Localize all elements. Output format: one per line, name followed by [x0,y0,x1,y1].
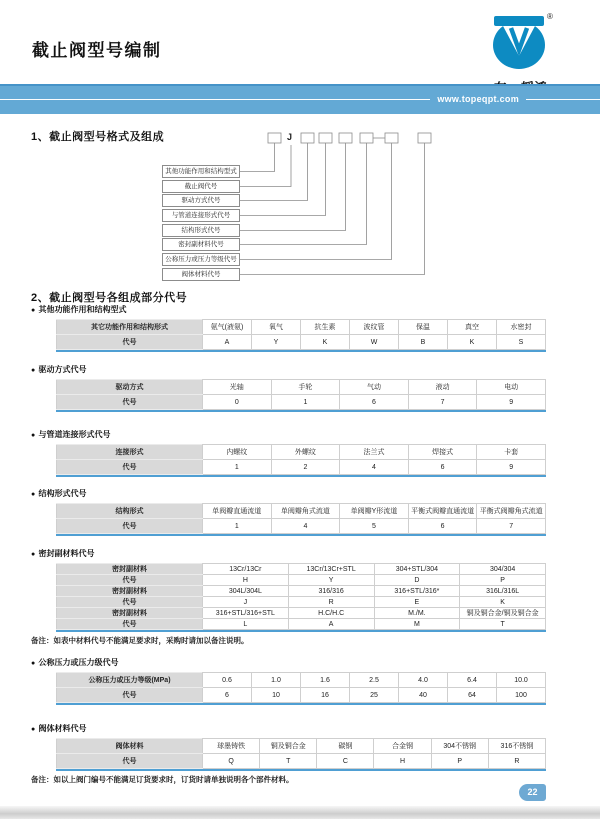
row-header-cell: 代号 [57,688,203,703]
value-cell: 真空 [448,320,497,335]
company-logo-icon [481,8,561,72]
value-cell: 1 [203,519,272,534]
table-row [57,504,546,519]
value-cell: J [203,597,289,608]
value-cell: D [374,575,460,586]
value-cell: A [203,335,252,350]
value-cell: A [288,619,374,630]
value-cell: 40 [399,688,448,703]
page-number-badge: 22 [519,784,546,801]
value-cell: 1 [271,395,340,410]
connection-section [31,429,576,477]
table-row [57,320,546,335]
row-header-cell: 其它功能作用和结构形式 [57,320,203,335]
value-cell: 9 [477,460,546,475]
value-cell: 液动 [408,380,477,395]
bullet-icon: ● [31,660,36,667]
connector-line [240,143,346,231]
value-cell: 卡套 [477,445,546,460]
format-box [360,133,373,143]
value-cell: 13Cr/13Cr+STL [288,564,374,575]
pressure-title [31,657,576,668]
row-header-cell: 代号 [57,395,203,410]
diagram-label-body-material: 阀体材料代号 [162,268,240,281]
page-bottom-edge [0,806,600,819]
table-row [57,564,546,575]
value-cell: 1.0 [252,673,301,688]
value-cell: 2 [271,460,340,475]
table-row [57,575,546,586]
value-cell: 316/316 [288,586,374,597]
value-cell: 4 [271,519,340,534]
value-cell: 10 [252,688,301,703]
value-cell: 光轴 [203,380,272,395]
row-header-cell: 代号 [57,335,203,350]
value-cell: T [260,754,317,769]
value-cell: 氧气 [252,320,301,335]
value-cell: 单阀瓣直通流道 [203,504,272,519]
seal-material-title [31,548,576,559]
value-cell: 316不锈钢 [488,739,545,754]
value-cell: 合金钢 [374,739,431,754]
value-cell: R [488,754,545,769]
connection-table [56,444,546,475]
value-cell: L [203,619,289,630]
row-header-cell: 代号 [57,460,203,475]
format-box [268,133,281,143]
value-cell: 焊接式 [408,445,477,460]
value-cell: 6 [340,395,409,410]
row-header-cell: 密封副材料 [57,608,203,619]
value-cell: 304/304 [460,564,546,575]
drive-mode-table-wrap [56,379,546,412]
value-cell: H [203,575,289,586]
value-cell: 铜及铜合金 [260,739,317,754]
bullet-icon: ● [31,367,36,374]
table-row [57,445,546,460]
row-header-cell: 代号 [57,597,203,608]
table-row [57,335,546,350]
bullet-label: 结构形式代号 [38,489,87,498]
pressure-section [31,657,576,705]
structure-title [31,488,576,499]
value-cell: R [288,597,374,608]
diagram-label-other-function: 其他功能作用和结构型式 [162,165,240,178]
row-header-cell: 密封副材料 [57,564,203,575]
value-cell: 气动 [340,380,409,395]
table-row [57,586,546,597]
value-cell: 6 [203,688,252,703]
connector-line [240,145,291,187]
value-cell: 外螺纹 [271,445,340,460]
value-cell: 4 [340,460,409,475]
value-cell: 1 [203,460,272,475]
table-row [57,739,546,754]
diagram-label-connection: 与管道连接形式代号 [162,209,240,222]
value-cell: T [460,619,546,630]
table-row [57,608,546,619]
diagram-label-drive-mode: 驱动方式代号 [162,194,240,207]
format-box [339,133,352,143]
row-header-cell: 结构形式 [57,504,203,519]
bullet-icon: ● [31,307,36,314]
row-header-cell: 代号 [57,575,203,586]
value-cell: 内螺纹 [203,445,272,460]
row-header-cell: 代号 [57,519,203,534]
value-cell: 抗生素 [301,320,350,335]
value-cell: 304L/304L [203,586,289,597]
value-cell: 5 [340,519,409,534]
format-box [301,133,314,143]
bullet-label: 密封副材料代号 [38,549,95,558]
section2-heading: 2、截止阀型号各组成部分代号 [31,292,188,304]
value-cell: 25 [350,688,399,703]
structure-section [31,488,576,536]
row-header-cell: 密封副材料 [57,586,203,597]
value-cell: 保温 [399,320,448,335]
value-cell: 单阀瓣Y形流道 [340,504,409,519]
value-cell: 4.0 [399,673,448,688]
bullet-icon: ● [31,726,36,733]
value-cell: 6 [408,460,477,475]
value-cell: M./M. [374,608,460,619]
seal-material-section [31,548,576,646]
table-row [57,597,546,608]
value-cell: 1.6 [301,673,350,688]
value-cell: Y [252,335,301,350]
bullet-label: 公称压力或压力级代号 [38,658,119,667]
other-function-title [31,304,576,315]
website-url: www.topeqpt.com [430,94,526,105]
table-row [57,673,546,688]
table-row [57,380,546,395]
bullet-icon: ● [31,432,36,439]
format-box [418,133,431,143]
connector-lines [240,138,425,275]
value-cell: 法兰式 [340,445,409,460]
value-cell: K [460,597,546,608]
bullet-label: 阀体材料代号 [38,724,87,733]
value-cell: 304不锈钢 [431,739,488,754]
other-function-table-wrap [56,319,546,352]
company-logo [481,8,561,96]
value-cell: H [374,754,431,769]
bullet-icon: ● [31,491,36,498]
value-cell: 铜及铜合金/铜及铜合金 [460,608,546,619]
connector-line [240,143,275,172]
table-row [57,519,546,534]
row-header-cell: 阀体材料 [57,739,203,754]
drive-mode-title [31,364,576,375]
value-cell: S [497,335,546,350]
table-row [57,460,546,475]
format-boxes [268,133,431,143]
seal-material-table [56,563,546,630]
diagram-label-seal-material: 密封副材料代号 [162,238,240,251]
format-box [319,133,332,143]
body-material-section [31,723,576,785]
bullet-label: 与管道连接形式代号 [38,430,111,439]
value-cell: 100 [497,688,546,703]
value-cell: 316L/316L [460,586,546,597]
other-function-table [56,319,546,350]
value-cell: K [301,335,350,350]
value-cell: P [460,575,546,586]
value-cell: 水密封 [497,320,546,335]
value-cell: 0 [203,395,272,410]
value-cell: 9 [477,395,546,410]
body-material-table-wrap [56,738,546,771]
value-cell: 平衡式阀瓣直通流道 [408,504,477,519]
bullet-label: 其他功能作用和结构型式 [38,305,127,314]
value-cell: 碳钢 [317,739,374,754]
structure-table [56,503,546,534]
table-row [57,395,546,410]
row-header-cell: 代号 [57,754,203,769]
value-cell: C [317,754,374,769]
value-cell: 64 [448,688,497,703]
value-cell: W [350,335,399,350]
diagram-label-valve-code: 截止阀代号 [162,180,240,193]
value-cell: 球墨铸铁 [203,739,260,754]
table-row [57,688,546,703]
connector-line [240,143,326,216]
drive-mode-table [56,379,546,410]
pressure-table-wrap [56,672,546,705]
row-header-cell: 代号 [57,619,203,630]
value-cell: 0.6 [203,673,252,688]
row-header-cell: 驱动方式 [57,380,203,395]
header-banner [0,84,600,114]
registered-mark: ® [547,12,553,21]
drive-mode-section [31,364,576,412]
value-cell: E [374,597,460,608]
value-cell: 单阀瓣角式流道 [271,504,340,519]
value-cell: 316+STL/316+STL [203,608,289,619]
table-row [57,754,546,769]
body-material-table [56,738,546,769]
structure-table-wrap [56,503,546,536]
row-header-cell: 连接形式 [57,445,203,460]
value-cell: M [374,619,460,630]
value-cell: 电动 [477,380,546,395]
table-row [57,619,546,630]
connection-title [31,429,576,440]
value-cell: 波纹管 [350,320,399,335]
value-cell: 氨气(液氨) [203,320,252,335]
value-cell: 手轮 [271,380,340,395]
connector-line [240,143,425,275]
bullet-label: 驱动方式代号 [38,365,87,374]
value-cell: 16 [301,688,350,703]
value-cell: 2.5 [350,673,399,688]
section1-heading: 1、截止阀型号格式及组成 [31,131,165,143]
value-cell: K [448,335,497,350]
other-function-section [31,304,576,352]
body-material-title [31,723,576,734]
connector-line [240,143,392,260]
value-cell: H.C/H.C [288,608,374,619]
format-box [385,133,398,143]
diagram-label-pressure: 公称压力或压力等级代号 [162,253,240,266]
connector-line [240,143,367,245]
value-cell: 304+STL/304 [374,564,460,575]
value-cell: 316+STL/316* [374,586,460,597]
diagram-label-structure: 结构形式代号 [162,224,240,237]
connection-table-wrap [56,444,546,477]
seal-material-table-wrap [56,563,546,632]
row-header-cell: 公称压力或压力等级(MPa) [57,673,203,688]
value-cell: 6.4 [448,673,497,688]
pressure-table [56,672,546,703]
value-cell: 6 [408,519,477,534]
value-cell: P [431,754,488,769]
value-cell: 7 [477,519,546,534]
value-cell: B [399,335,448,350]
value-cell: 10.0 [497,673,546,688]
page-title: 截止阀型号编制 [32,41,162,60]
body-material-note: 备注：如以上阀门编号不能满足订货要求时，订货时请单独说明各个部件材料。 [31,775,294,784]
value-cell: 平衡式阀瓣角式流道 [477,504,546,519]
value-cell: 7 [408,395,477,410]
value-cell: Q [203,754,260,769]
valve-type-letter: J [287,132,293,142]
value-cell: 13Cr/13Cr [203,564,289,575]
bullet-icon: ● [31,551,36,558]
seal-material-note: 备注：如表中材料代号不能满足要求时，采购时请加以备注说明。 [31,636,249,645]
connector-line [240,143,308,201]
value-cell: Y [288,575,374,586]
